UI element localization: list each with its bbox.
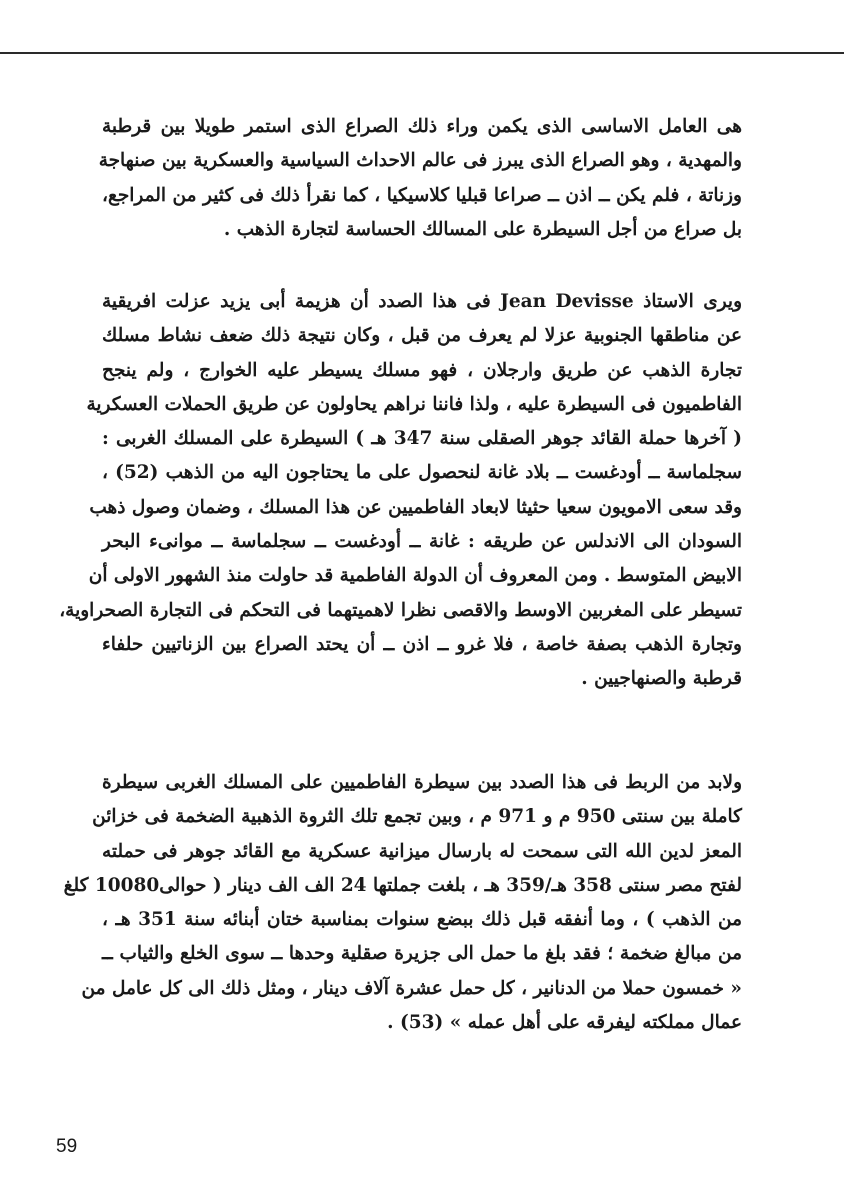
text-line: وزناتة ، فلم يكن ــ اذن ــ صراعا قبليا كلاسيكيا ، كما نقرأ ذلك فى كثير من المراجع، — [102, 184, 742, 206]
text-line: قرطبة والصنهاجيين . — [581, 668, 742, 690]
text-line: تجارة الذهب عن طريق وارجلان ، فهو مسلك يسيطر عليه الخوارج ، ولم ينجح — [102, 359, 742, 381]
text-line: من الذهب ) ، وما أنفقه قبل ذلك ببضع سنوات بمناسبة ختان أبنائه سنة 351 هـ ، — [102, 909, 743, 931]
text-line: المعز لدين الله التى سمحت له بارسال ميزانية عسكرية مع القائد جوهر فى حملته — [102, 840, 742, 862]
header-rule — [0, 52, 844, 54]
text-line: والمهدية ، وهو الصراع الذى يبرز فى عالم الاحداث السياسية والعسكرية بين صنهاجة — [98, 150, 742, 172]
text-line: لفتح مصر سنتى 358 هـ/359 هـ ، بلغت جملتها 24 الف الف دينار ( حوالى10080 كلغ — [63, 874, 742, 896]
text-line: ويرى الاستاذ Jean Devisse فى هذا الصدد أن هزيمة أبى يزيد عزلت افريقية — [102, 291, 742, 312]
text-line: كاملة بين سنتى 950 م و 971 م ، وبين تجمع تلك الثروة الذهبية الضخمة فى خزائن — [92, 806, 742, 828]
paragraph-2 — [59, 285, 742, 697]
page-number: 59 — [56, 1136, 78, 1157]
text-line: تسيطر على المغربين الاوسط والاقصى نظرا لاهميتهما فى التحكم فى التجارة الصحراوية، — [59, 599, 742, 621]
text-line: وقد سعى الامويون سعيا حثيثا لابعاد الفاطميين عن هذا المسلك ، وضمان وصول ذهب — [89, 496, 742, 518]
paragraph-3 — [63, 766, 743, 1040]
text-line: « خمسون حملا من الدنانير ، كل حمل عشرة آلاف دينار ، ومثل ذلك الى كل عامل من — [81, 977, 742, 999]
text-line: سجلماسة ــ أودغست ــ بلاد غانة لنحصول على ما يحتاجون اليه من الذهب (52) ، — [102, 462, 742, 484]
text-line: هى العامل الاساسى الذى يكمن وراء ذلك الصراع الذى استمر طويلا بين قرطبة — [102, 116, 742, 137]
text-line: الابيض المتوسط . ومن المعروف أن الدولة الفاطمية قد حاولت منذ الشهور الاولى أن — [88, 565, 742, 587]
text-line: عن مناطقها الجنوبية عزلا لم يعرف من قبل ، وكان نتيجة ذلك ضعف نشاط مسلك — [102, 325, 742, 347]
text-line: ( آخرها حملة القائد جوهر الصقلى سنة 347 هـ ) السيطرة على المسلك الغربى : — [102, 428, 742, 450]
paragraph-1 — [98, 110, 742, 247]
text-line: بل صراع من أجل السيطرة على المسالك الحساسة لتجارة الذهب . — [223, 218, 742, 240]
text-line: الفاطميون فى السيطرة عليه ، ولذا فاننا نراهم يحاولون عن طريق الحملات العسكرية — [86, 393, 742, 415]
text-line: وتجارة الذهب بصفة خاصة ، فلا غرو ــ اذن ــ أن يحتد الصراع بين الزناتيين حلفاء — [102, 633, 742, 655]
text-line: السودان الى الاندلس عن طريقه : غانة ــ أودغست ــ سجلماسة ــ موانىء البحر — [102, 531, 742, 553]
text-line: عمال مملكته ليفرقه على أهل عمله » (53) . — [387, 1012, 742, 1034]
text-line: ولابد من الربط فى هذا الصدد بين سيطرة الفاطميين على المسلك الغربى سيطرة — [102, 772, 742, 793]
text-line: من مبالغ ضخمة ؛ فقد بلغ ما حمل الى جزيرة صقلية وحدها ــ سوى الخلع والثياب ــ — [102, 943, 742, 965]
